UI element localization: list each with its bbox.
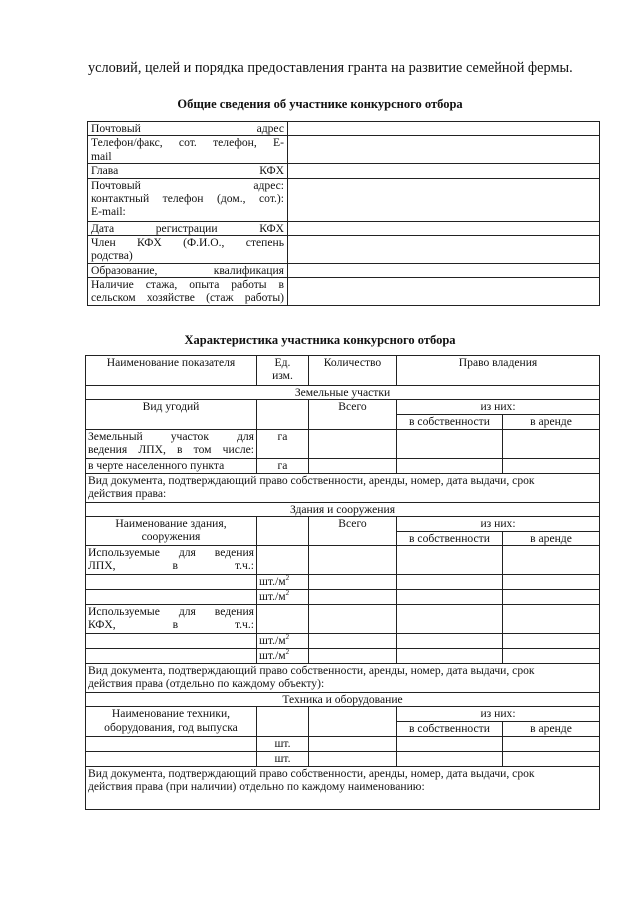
row-label: Почтовый адрес: [88, 122, 288, 136]
table-row: [86, 429, 600, 458]
section2-title: Характеристика участника конкурсного отбора: [184, 333, 456, 347]
owned-cell[interactable]: [397, 590, 503, 605]
unit-cell: $шт./м^2$: [257, 575, 309, 590]
table-row: [86, 590, 600, 605]
table-row: [88, 122, 600, 136]
land-total-label: Всего: [309, 400, 397, 429]
land-of-which-label: из них:: [397, 400, 600, 415]
equipment-section-title: Техника и оборудование: [86, 693, 600, 707]
table-row: [86, 458, 600, 473]
unit-cell: га: [257, 429, 309, 458]
col-header-name: Наименование показателя: [86, 356, 257, 386]
quantity-cell[interactable]: [309, 429, 397, 458]
table-row: [86, 605, 600, 634]
quantity-cell[interactable]: [309, 736, 397, 751]
unit-cell: га: [257, 458, 309, 473]
table-row: [88, 178, 600, 221]
leased-cell[interactable]: [503, 429, 600, 458]
table-row: [86, 575, 600, 590]
equipment-leased-label: в аренде: [503, 722, 600, 736]
leased-cell[interactable]: [503, 751, 600, 766]
land-type-label: Вид угодий: [86, 400, 257, 429]
quantity-cell[interactable]: [309, 590, 397, 605]
owned-cell[interactable]: [397, 605, 503, 634]
land-unit-header: [257, 400, 309, 429]
row-label: Дата регистрации КФХ: [88, 221, 288, 235]
row-label: Почтовый адрес: контактный телефон (дом., сот.): E-mail:: [88, 178, 288, 221]
land-document-note[interactable]: Вид документа, подтверждающий право собственности, аренды, номер, дата выдачи, срок действия права:: [86, 473, 600, 502]
leased-cell[interactable]: [503, 458, 600, 473]
table-row: [88, 136, 600, 164]
note-row: [86, 473, 600, 502]
section1-title: Общие сведения об участнике конкурсного отбора: [177, 97, 463, 111]
owned-cell[interactable]: [397, 751, 503, 766]
section-row: [86, 502, 600, 516]
leased-cell[interactable]: [503, 546, 600, 575]
leased-cell[interactable]: [503, 649, 600, 664]
table-row: [86, 751, 600, 766]
member-field[interactable]: [288, 235, 600, 263]
leased-cell[interactable]: [503, 590, 600, 605]
postal-address-field[interactable]: [288, 122, 600, 136]
unit-cell: [257, 605, 309, 634]
phone-field[interactable]: [288, 136, 600, 164]
equipment-document-note[interactable]: Вид документа, подтверждающий право собственности, аренды, номер, дата выдачи, срок действия права (при наличии) отдельно по каждому наименованию:: [86, 766, 600, 809]
section-row: [86, 693, 600, 707]
leased-cell[interactable]: [503, 634, 600, 649]
experience-field[interactable]: [288, 278, 600, 306]
leased-cell[interactable]: [503, 736, 600, 751]
land-owned-label: в собственности: [397, 415, 503, 429]
table-row: [86, 649, 600, 664]
quantity-cell[interactable]: [309, 575, 397, 590]
note-row: [86, 766, 600, 809]
unit-cell: $шт./м^2$: [257, 590, 309, 605]
unit-cell: шт.: [257, 751, 309, 766]
land-section-title: Земельные участки: [86, 386, 600, 400]
name-cell[interactable]: [86, 736, 257, 751]
quantity-cell[interactable]: [309, 605, 397, 634]
col-header-ownership: Право владения: [397, 356, 600, 386]
name-cell[interactable]: [86, 634, 257, 649]
equipment-name-label: Наименование техники, оборудования, год выпуска: [86, 707, 257, 736]
col-header-quantity: Количество: [309, 356, 397, 386]
building-unit-header: [257, 516, 309, 545]
owned-cell[interactable]: [397, 649, 503, 664]
table-row: [88, 263, 600, 277]
unit-cell: шт.: [257, 736, 309, 751]
table-row: [88, 164, 600, 178]
land-leased-label: в аренде: [503, 415, 600, 429]
table-row: [88, 278, 600, 306]
unit-cell: $шт./м^2$: [257, 634, 309, 649]
owned-cell[interactable]: [397, 546, 503, 575]
equipment-unit-header: [257, 707, 309, 736]
row-label: Телефон/факс, сот. телефон, E- mail: [88, 136, 288, 164]
table-row: [86, 400, 600, 415]
name-cell[interactable]: [86, 751, 257, 766]
building-group-label: Используемые для ведения КФХ, в т.ч.:: [86, 605, 257, 634]
name-cell[interactable]: [86, 649, 257, 664]
buildings-section-title: Здания и сооружения: [86, 502, 600, 516]
quantity-cell[interactable]: [309, 751, 397, 766]
table-row: [86, 546, 600, 575]
land-row-label: в черте населенного пункта: [86, 458, 257, 473]
leased-cell[interactable]: [503, 605, 600, 634]
row-label: Глава КФХ: [88, 164, 288, 178]
name-cell[interactable]: [86, 575, 257, 590]
buildings-document-note[interactable]: Вид документа, подтверждающий право собственности, аренды, номер, дата выдачи, срок действия права (отдельно по каждому объекту):: [86, 664, 600, 693]
head-kfh-field[interactable]: [288, 164, 600, 178]
education-field[interactable]: [288, 263, 600, 277]
table-row: [86, 634, 600, 649]
quantity-cell[interactable]: [309, 546, 397, 575]
owned-cell[interactable]: [397, 458, 503, 473]
intro-text: условий, целей и порядка предоставления гранта на развитие семейной фермы.: [88, 60, 573, 76]
equipment-total-header: [309, 707, 397, 736]
table-row: [86, 516, 600, 531]
owned-cell[interactable]: [397, 634, 503, 649]
building-name-label: Наименование здания, сооружения: [86, 516, 257, 545]
table-row: [86, 736, 600, 751]
building-owned-label: в собственности: [397, 531, 503, 545]
table-row: [88, 235, 600, 263]
head-contacts-field[interactable]: [288, 178, 600, 221]
registration-date-field[interactable]: [288, 221, 600, 235]
row-label: Образование, квалификация: [88, 263, 288, 277]
land-row-label: Земельный участок для ведения ЛПХ, в том числе:: [86, 429, 257, 458]
name-cell[interactable]: [86, 590, 257, 605]
row-label: Наличие стажа, опыта работы в сельском хозяйстве (стаж работы): [88, 278, 288, 306]
table-row: [88, 221, 600, 235]
col-header-unit: Ед. изм.: [257, 356, 309, 386]
building-total-label: Всего: [309, 516, 397, 545]
table-header-row: [86, 356, 600, 386]
general-info-table: [87, 121, 600, 306]
equipment-of-which-label: из них:: [397, 707, 600, 722]
row-label: Член КФХ (Ф.И.О., степень родства): [88, 235, 288, 263]
note-row: [86, 664, 600, 693]
table-row: [86, 707, 600, 722]
section-row: [86, 386, 600, 400]
building-group-label: Используемые для ведения ЛПХ, в т.ч.:: [86, 546, 257, 575]
unit-cell: [257, 546, 309, 575]
quantity-cell[interactable]: [309, 634, 397, 649]
quantity-cell[interactable]: [309, 649, 397, 664]
owned-cell[interactable]: [397, 429, 503, 458]
owned-cell[interactable]: [397, 736, 503, 751]
equipment-owned-label: в собственности: [397, 722, 503, 736]
quantity-cell[interactable]: [309, 458, 397, 473]
building-leased-label: в аренде: [503, 531, 600, 545]
owned-cell[interactable]: [397, 575, 503, 590]
building-of-which-label: из них:: [397, 516, 600, 531]
characteristics-table: [85, 355, 600, 810]
leased-cell[interactable]: [503, 575, 600, 590]
unit-cell: $шт./м^2$: [257, 649, 309, 664]
